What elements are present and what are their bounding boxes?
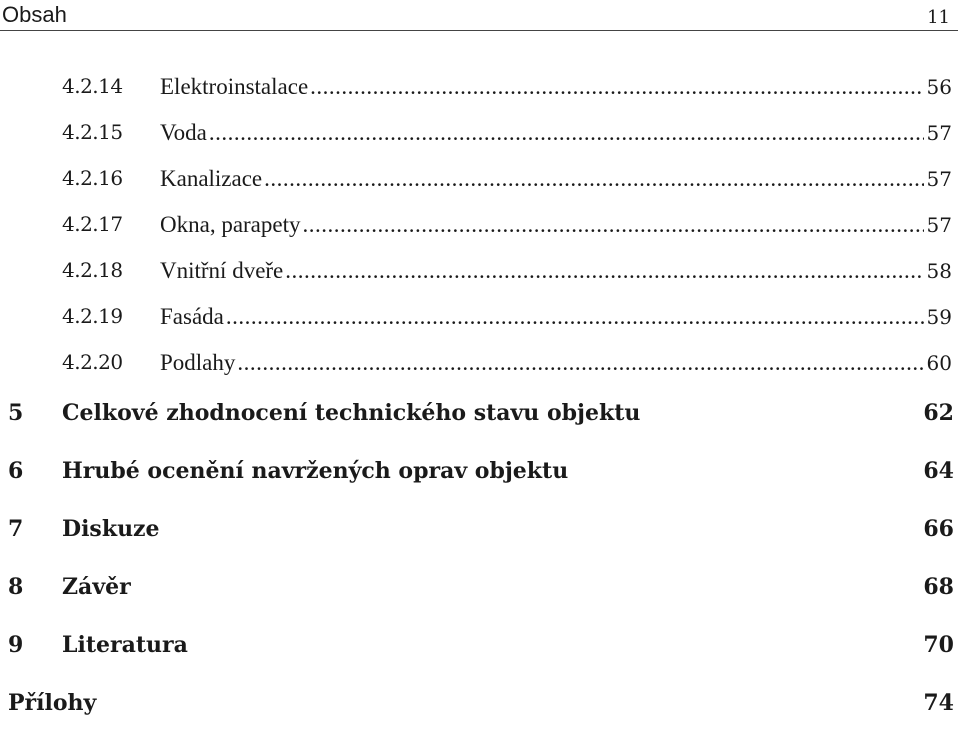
chapter-page: 68 xyxy=(923,574,954,600)
toc-entry-page: 57 xyxy=(926,213,952,237)
chapter-page: 74 xyxy=(923,690,954,716)
toc-chapter-7[interactable] xyxy=(0,516,960,556)
dot-leader xyxy=(310,74,923,100)
toc-entry-4-2-20[interactable] xyxy=(0,340,960,384)
toc-entry-page: 59 xyxy=(926,305,952,329)
header-page-number: 11 xyxy=(927,7,950,28)
chapter-page: 70 xyxy=(923,632,954,658)
toc-entry-leader xyxy=(160,258,952,284)
toc-entry-leader xyxy=(160,212,952,238)
toc-entry-title: Fasáda xyxy=(160,304,224,329)
toc-entry-number: 4.2.16 xyxy=(62,166,123,190)
toc-entry-4-2-18[interactable] xyxy=(0,248,960,292)
dot-leader xyxy=(285,258,923,284)
toc-entry-title: Okna, parapety xyxy=(160,212,301,237)
chapter-number: 6 xyxy=(8,458,24,484)
toc-entry-title: Vnitřní dveře xyxy=(160,258,284,283)
toc-chapter-6[interactable] xyxy=(0,458,960,498)
toc-entry-4-2-16[interactable] xyxy=(0,156,960,200)
chapter-number: 7 xyxy=(8,516,24,542)
dot-leader xyxy=(209,120,924,146)
toc-chapter-9[interactable] xyxy=(0,632,960,672)
toc-entry-number: 4.2.14 xyxy=(62,74,123,98)
toc-entry-page: 57 xyxy=(926,121,952,145)
toc-entry-4-2-19[interactable] xyxy=(0,294,960,338)
toc-entry-page: 57 xyxy=(926,167,952,191)
chapter-number: 5 xyxy=(8,400,24,426)
chapter-title: Diskuze xyxy=(62,516,160,542)
chapter-number: 8 xyxy=(8,574,24,600)
chapter-title: Závěr xyxy=(62,574,131,600)
dot-leader xyxy=(226,304,924,330)
toc-entry-leader xyxy=(160,74,952,100)
dot-leader xyxy=(237,350,923,376)
toc-entry-number: 4.2.19 xyxy=(62,304,123,328)
toc-entry-leader xyxy=(160,120,952,146)
toc-entry-number: 4.2.20 xyxy=(62,350,123,374)
chapter-page: 62 xyxy=(923,400,954,426)
toc-entry-number: 4.2.15 xyxy=(62,120,123,144)
chapter-page: 64 xyxy=(923,458,954,484)
dot-leader xyxy=(303,212,924,238)
toc-chapter-prilohy[interactable] xyxy=(0,690,960,730)
toc-entry-title: Podlahy xyxy=(160,350,236,375)
dot-leader xyxy=(264,166,923,192)
toc-entry-4-2-14[interactable] xyxy=(0,64,960,108)
toc-entry-page: 60 xyxy=(926,351,952,375)
chapter-number: 9 xyxy=(8,632,24,658)
toc-entry-title: Elektroinstalace xyxy=(160,74,309,99)
toc-entry-page: 56 xyxy=(926,75,952,99)
toc-entry-title: Kanalizace xyxy=(160,166,263,191)
chapter-page: 66 xyxy=(923,516,954,542)
chapter-title: Literatura xyxy=(62,632,188,658)
toc-chapter-8[interactable] xyxy=(0,574,960,614)
toc-entry-page: 58 xyxy=(926,259,952,283)
toc-entry-4-2-15[interactable] xyxy=(0,110,960,154)
toc-entry-leader xyxy=(160,304,952,330)
toc-entry-number: 4.2.17 xyxy=(62,212,123,236)
toc-entry-title: Voda xyxy=(160,120,207,145)
toc-entry-4-2-17[interactable] xyxy=(0,202,960,246)
header-title: Obsah xyxy=(2,2,67,27)
chapter-title: Hrubé ocenění navržených oprav objektu xyxy=(62,458,569,484)
chapter-title: Přílohy xyxy=(8,690,97,716)
toc-chapter-5[interactable] xyxy=(0,400,960,440)
chapter-title: Celkové zhodnocení technického stavu objektu xyxy=(62,400,641,426)
toc-entry-leader xyxy=(160,166,952,192)
toc-entry-number: 4.2.18 xyxy=(62,258,123,282)
toc-entry-leader xyxy=(160,350,952,376)
page-header xyxy=(0,0,958,31)
